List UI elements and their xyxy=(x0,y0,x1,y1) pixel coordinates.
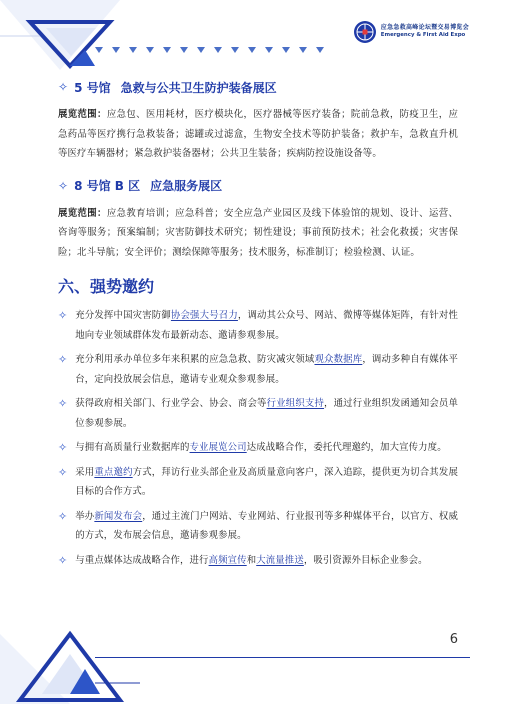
hall5-title: 急救与公共卫生防护装备展区 xyxy=(120,80,277,95)
highlight-text: 高频宣传 xyxy=(208,554,247,566)
diamond-bullet-icon: ✧ xyxy=(58,465,68,479)
list-item: ✧ 与重点媒体达成战略合作，进行高频宣传和大流量推送，吸引资源外目标企业参会。 xyxy=(58,551,458,571)
hall5-heading xyxy=(58,76,458,98)
invitation-list xyxy=(58,306,458,570)
hall5-number: 5 号馆 xyxy=(74,80,111,95)
corner-decoration-bottom xyxy=(0,614,140,704)
diamond-bullet-icon: ✧ xyxy=(58,309,68,322)
page-number: 6 xyxy=(449,632,458,647)
logo-english-text: Emergency & First Aid Expo xyxy=(380,32,466,39)
list-item: ✧ 采用重点邀约方式，拜访行业头部企业及高质量意向客户，深入追踪，提供更为切合其发展目标的合作方式。 xyxy=(58,463,458,502)
highlight-text: 观众数据库 xyxy=(314,354,363,365)
highlight-text: 大流量推送 xyxy=(256,554,304,566)
hall8-description xyxy=(58,204,458,263)
hall5-body: 应急包、医用耗材，医疗模块化，医疗器械等医疗装备；院前急救，防疫卫生，应急药品等医疗携行急救装备；滤罐或过滤盒，生物安全技术等防护装备；救护车，急救直升机等医疗车辆器材；紧急救护装备器材；公共卫生装备；疾病防控设施设备等。 xyxy=(58,109,458,159)
list-item: ✧ 与拥有高质量行业数据库的专业展览公司达成战略合作，委托代理邀约，加大宣传力度。 xyxy=(58,438,458,458)
list-item: ✧ 充分发挥中国灾害防御协会强大号召力，调动其公众号、网站、微博等媒体矩阵，有针对性地向专业领域群体发布最新动态、邀请参观参展。 xyxy=(58,306,458,345)
list-item: ✧ 充分利用承办单位多年来积累的应急急救、防灾减灾领域观众数据库，调动多种自有媒体平台，定向投放展会信息，邀请专业观众参观参展。 xyxy=(58,350,458,389)
diamond-bullet-icon: ✧ xyxy=(58,397,68,410)
diamond-bullet-icon: ✧ xyxy=(58,178,69,193)
corner-decoration-top xyxy=(0,0,120,70)
highlight-text: 新闻发布会 xyxy=(94,510,143,522)
diamond-bullet-icon: ✧ xyxy=(58,441,68,454)
expo-logo xyxy=(353,20,469,44)
hall8-title: 应急服务展区 xyxy=(150,179,223,193)
hall5-description xyxy=(58,105,458,164)
globe-logo-icon xyxy=(353,20,377,44)
list-item: ✧ 获得政府相关部门、行业学会、协会、商会等行业组织支持，通过行业组织发函通知会员单位参观参展。 xyxy=(58,394,458,433)
logo-chinese-text: 应急急救高峰论坛暨交易博览会 xyxy=(380,24,469,32)
hall8-heading xyxy=(58,175,458,197)
footer-rule xyxy=(95,657,470,658)
highlight-text: 专业展览公司 xyxy=(189,442,247,453)
diamond-bullet-icon: ✧ xyxy=(58,353,68,366)
highlight-text: 协会强大号召力 xyxy=(170,310,238,321)
hall8-body: 应急教育培训；应急科普；安全应急产业园区及线下体验馆的规划、设计、运营、咨询等服务；预案编制；灾害防御技术研究；韧性建设；事前预防技术；社会化救援；灾害保险；北斗导航；安全评价；测绘保障等服务；技术服务，标准制订；检验检测、认证。 xyxy=(58,207,458,258)
list-item: ✧ 举办新闻发布会，通过主流门户网站、专业网站、行业报刊等多种媒体平台，以官方、权威的方式，发布展会信息，邀请参观参展。 xyxy=(58,507,458,546)
diamond-bullet-icon: ✧ xyxy=(58,80,69,94)
hall8-number: 8 号馆 B 区 xyxy=(74,179,141,193)
highlight-text: 行业组织支持 xyxy=(266,398,325,409)
hall8-lead: 展览范围： xyxy=(58,207,107,219)
hall5-lead: 展览范围： xyxy=(58,109,107,120)
diamond-bullet-icon: ✧ xyxy=(58,509,68,523)
triangle-strip-decoration xyxy=(95,47,324,55)
section6-title: 六、强势邀约 xyxy=(58,276,155,296)
highlight-text: 重点邀约 xyxy=(94,466,133,478)
page-content xyxy=(58,76,458,570)
diamond-bullet-icon: ✧ xyxy=(58,553,68,567)
